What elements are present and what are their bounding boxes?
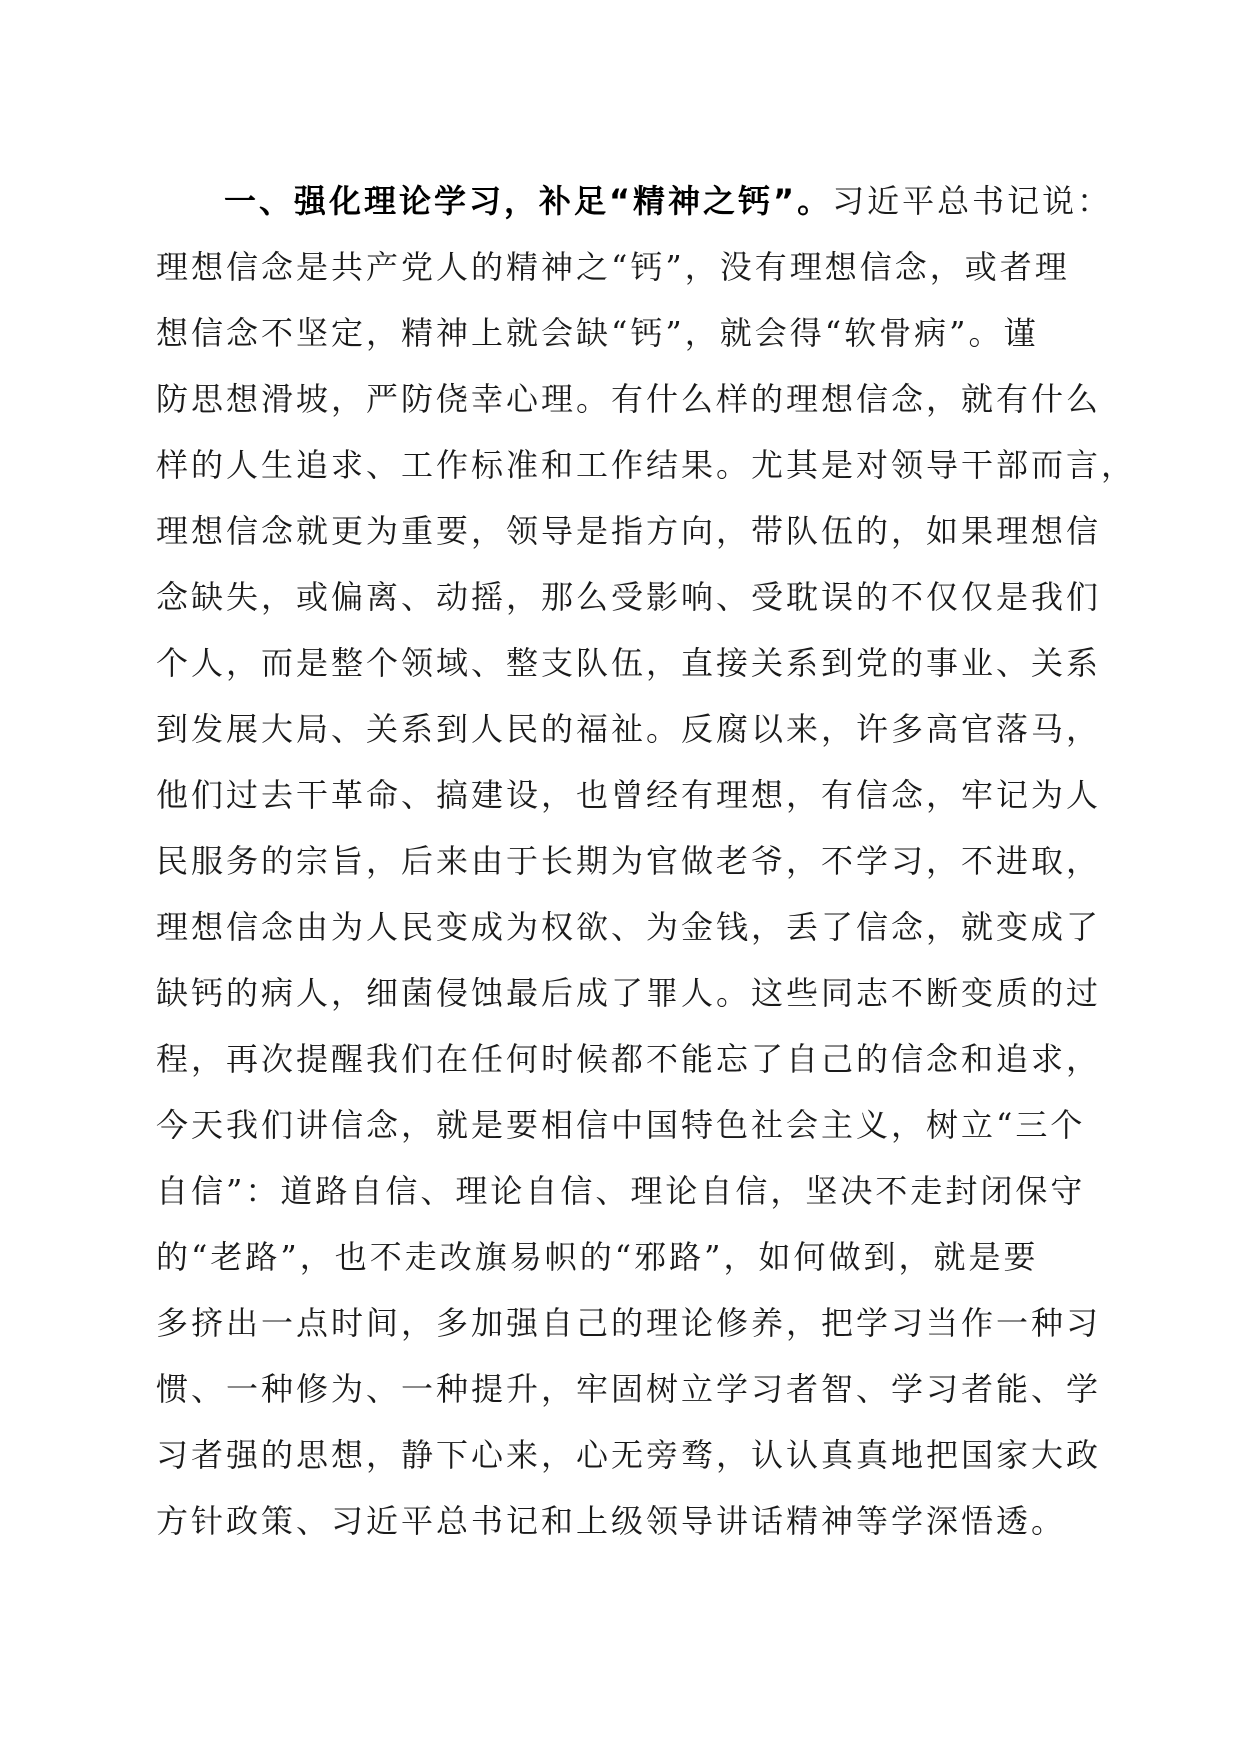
text-line: 防思想滑坡，严防侥幸心理。有什么样的理想信念，就有什么 [156, 380, 1102, 418]
text-line: 多挤出一点时间，多加强自己的理论修养，把学习当作一种习 [156, 1304, 1102, 1342]
text-line: 缺钙的病人，细菌侵蚀最后成了罪人。这些同志不断变质的过 [156, 974, 1102, 1012]
text-line: 自信”：道路自信、理论自信、理论自信，坚决不走封闭保守 [156, 1172, 1086, 1210]
text-line: 理想信念由为人民变成为权欲、为金钱，丢了信念，就变成了 [156, 908, 1102, 946]
text-line: 念缺失，或偏离、动摇，那么受影响、受耽误的不仅仅是我们 [156, 578, 1102, 616]
text-line: 今天我们讲信念，就是要相信中国特色社会主义，树立“三个 [156, 1106, 1086, 1144]
section-heading: 一、强化理论学习，补足“精神之钙”。 [224, 182, 833, 220]
document-body [156, 168, 1137, 1554]
text-line: 方针政策、习近平总书记和上级领导讲话精神等学深悟透。 [156, 1502, 1067, 1540]
text-line: 个人，而是整个领域、整支队伍，直接关系到党的事业、关系 [156, 644, 1102, 682]
text-line: 样的人生追求、工作标准和工作结果。尤其是对领导干部而言， [156, 446, 1137, 484]
text-line: 理想信念是共产党人的精神之“钙”，没有理想信念，或者理 [156, 248, 1070, 286]
first-line-text: 习近平总书记说： [832, 182, 1113, 220]
text-line: 习者强的思想，静下心来，心无旁骛，认认真真地把国家大政 [156, 1436, 1102, 1474]
text-line: 民服务的宗旨，后来由于长期为官做老爷，不学习，不进取， [156, 842, 1102, 880]
text-line: 的“老路”，也不走改旗易帜的“邪路”，如何做到，就是要 [156, 1238, 1039, 1276]
text-line: 程，再次提醒我们在任何时候都不能忘了自己的信念和追求， [156, 1040, 1102, 1078]
text-line: 到发展大局、关系到人民的福祉。反腐以来，许多高官落马， [156, 710, 1102, 748]
text-line: 理想信念就更为重要，领导是指方向，带队伍的，如果理想信 [156, 512, 1102, 550]
paragraph-first-line [156, 168, 1113, 234]
text-line: 想信念不坚定，精神上就会缺“钙”，就会得“软骨病”。谨 [156, 314, 1039, 352]
text-line: 惯、一种修为、一种提升，牢固树立学习者智、学习者能、学 [156, 1370, 1102, 1408]
text-line: 他们过去干革命、搞建设，也曾经有理想，有信念，牢记为人 [156, 776, 1102, 814]
